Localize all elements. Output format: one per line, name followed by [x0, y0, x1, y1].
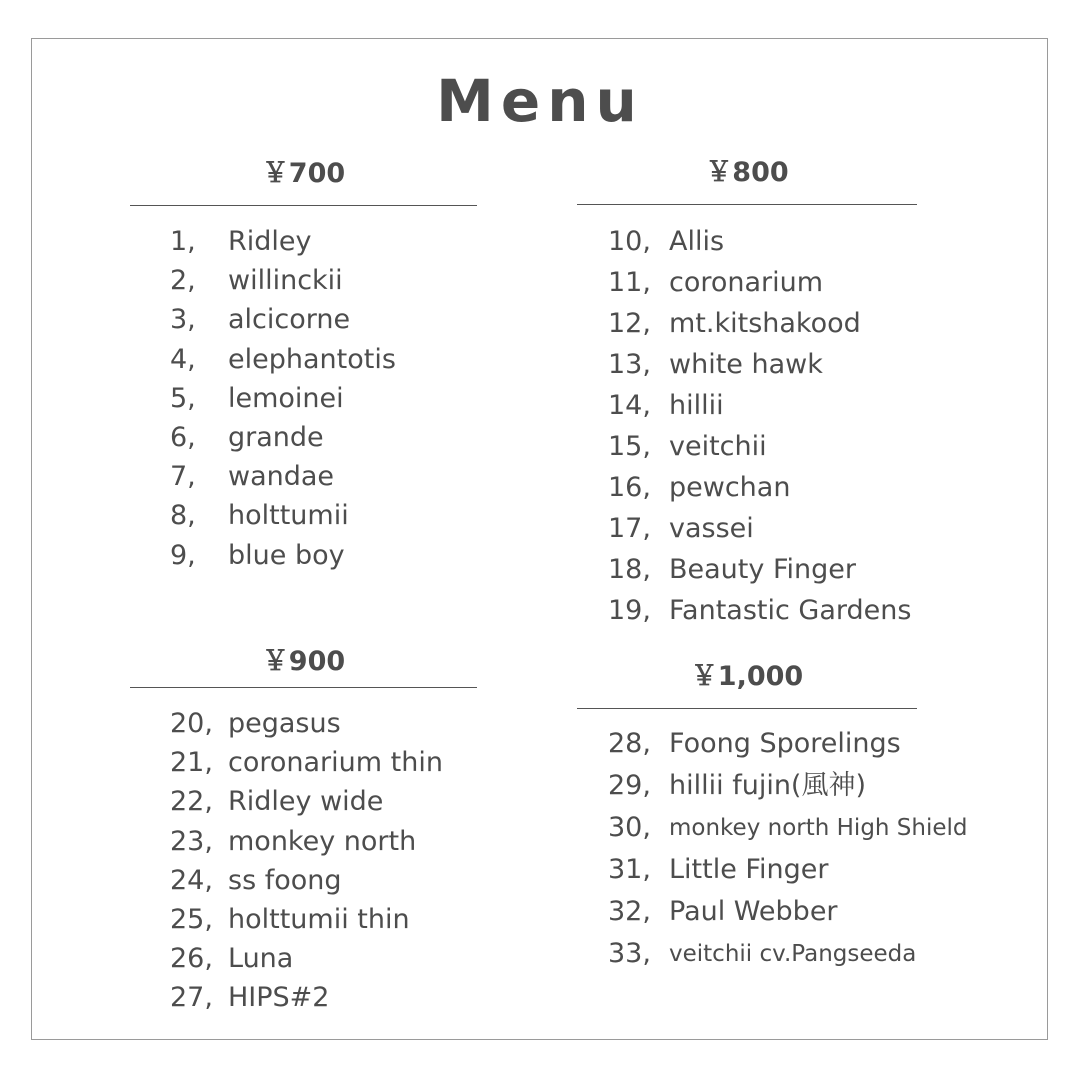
- item-list-1000: [577, 723, 968, 975]
- item-number: 32,: [608, 896, 651, 927]
- item-number: 26,: [170, 943, 213, 975]
- menu-item: [130, 340, 477, 379]
- menu-item: [577, 262, 917, 303]
- item-number: 14,: [608, 390, 651, 421]
- item-number: 11,: [608, 267, 651, 298]
- item-number: 13,: [608, 349, 651, 380]
- item-name: Ridley: [228, 226, 312, 257]
- item-number: 29,: [608, 770, 651, 801]
- item-name: grande: [228, 421, 324, 453]
- item-name: lemoinei: [228, 382, 344, 414]
- item-name: holttumii: [228, 500, 349, 532]
- item-number: 27,: [170, 982, 213, 1014]
- item-list-800: [577, 221, 917, 631]
- item-name: monkey north High Shield: [669, 815, 968, 841]
- item-number: 24,: [170, 864, 213, 896]
- menu-item: [577, 765, 917, 807]
- section-700: [130, 157, 477, 575]
- section-900: [130, 645, 477, 1018]
- item-name: pewchan: [669, 472, 791, 503]
- menu-item: [130, 704, 477, 743]
- item-number: 2,: [170, 265, 196, 297]
- item-number: 6,: [170, 421, 196, 453]
- item-number: 9,: [170, 539, 196, 571]
- item-name: Paul Webber: [669, 896, 838, 927]
- menu-item: [130, 379, 477, 418]
- section-price-700: ￥700: [261, 158, 346, 189]
- item-number: 8,: [170, 500, 196, 532]
- menu-item: [577, 221, 917, 262]
- item-number: 28,: [608, 728, 651, 759]
- item-number: 7,: [170, 461, 196, 493]
- menu-item: [577, 344, 917, 385]
- item-name: wandae: [228, 461, 335, 493]
- item-number: 17,: [608, 513, 651, 544]
- section-divider: [577, 708, 917, 709]
- menu-item: [130, 939, 477, 978]
- menu-item: [130, 743, 477, 782]
- item-name: hillii fujin(風神): [669, 770, 867, 801]
- item-name: hillii: [669, 390, 724, 421]
- item-number: 31,: [608, 854, 651, 885]
- menu-item: [577, 891, 917, 933]
- section-price-900: ￥900: [261, 646, 346, 677]
- item-number: 22,: [170, 786, 213, 818]
- item-number: 20,: [170, 708, 213, 739]
- item-name: Allis: [669, 226, 725, 257]
- menu-item: [130, 536, 477, 575]
- item-number: 3,: [170, 304, 196, 336]
- section-divider: [130, 205, 477, 206]
- menu-item: [130, 978, 477, 1017]
- item-name: coronarium: [669, 267, 824, 298]
- section-800: [577, 156, 917, 631]
- menu-item: [577, 303, 917, 344]
- item-name: veitchii cv.Pangseeda: [669, 941, 917, 967]
- item-name: Fantastic Gardens: [669, 595, 912, 626]
- section-divider: [577, 204, 917, 205]
- item-number: 19,: [608, 595, 651, 626]
- menu-title: Menu: [436, 67, 644, 135]
- item-number: 23,: [170, 825, 213, 857]
- menu-item: [577, 385, 917, 426]
- section-1000: [577, 660, 968, 975]
- menu-item: [130, 300, 477, 339]
- section-divider: [130, 687, 477, 688]
- item-number: 16,: [608, 472, 651, 503]
- section-price-1000: ￥1,000: [690, 661, 804, 692]
- item-name: elephantotis: [228, 343, 396, 375]
- menu-item: [577, 590, 917, 631]
- menu-item: [130, 861, 477, 900]
- item-number: 33,: [608, 938, 651, 969]
- item-number: 30,: [608, 812, 651, 843]
- item-number: 1,: [170, 226, 196, 257]
- item-name: monkey north: [228, 825, 417, 857]
- menu-item: [130, 822, 477, 861]
- item-number: 15,: [608, 431, 651, 462]
- item-list-700: [130, 222, 477, 575]
- menu-item: [577, 549, 917, 590]
- menu-item: [577, 933, 917, 975]
- item-number: 10,: [608, 226, 651, 257]
- menu-item: [577, 849, 917, 891]
- item-name: HIPS#2: [228, 982, 330, 1014]
- menu-item: [577, 467, 917, 508]
- item-name: Beauty Finger: [669, 554, 856, 585]
- item-name: vassei: [669, 513, 754, 544]
- item-number: 5,: [170, 382, 196, 414]
- menu-item: [130, 900, 477, 939]
- item-name: Luna: [228, 943, 294, 975]
- item-number: 12,: [608, 308, 651, 339]
- menu-item: [577, 723, 917, 765]
- menu-item: [130, 782, 477, 821]
- menu-item: [130, 418, 477, 457]
- menu-item: [577, 508, 917, 549]
- item-name: veitchii: [669, 431, 767, 462]
- menu-item: [130, 457, 477, 496]
- item-list-900: [130, 704, 477, 1018]
- item-name: blue boy: [228, 539, 345, 571]
- item-name: Little Finger: [669, 854, 829, 885]
- menu-item: [130, 261, 477, 300]
- item-number: 21,: [170, 747, 213, 779]
- item-name: Ridley wide: [228, 786, 384, 818]
- menu-item: [130, 222, 477, 261]
- item-name: pegasus: [228, 708, 341, 739]
- menu-item: [130, 496, 477, 535]
- item-name: white hawk: [669, 349, 823, 380]
- item-name: Foong Sporelings: [669, 728, 901, 759]
- item-name: mt.kitshakood: [669, 308, 861, 339]
- item-number: 18,: [608, 554, 651, 585]
- item-name: coronarium thin: [228, 747, 443, 779]
- item-number: 25,: [170, 903, 213, 935]
- section-price-800: ￥800: [705, 157, 789, 188]
- menu-item: [577, 807, 968, 849]
- item-name: ss foong: [228, 864, 342, 896]
- item-name: willinckii: [228, 265, 343, 297]
- item-number: 4,: [170, 343, 196, 375]
- item-name: alcicorne: [228, 304, 351, 336]
- item-name: holttumii thin: [228, 903, 410, 935]
- menu-item: [577, 426, 917, 467]
